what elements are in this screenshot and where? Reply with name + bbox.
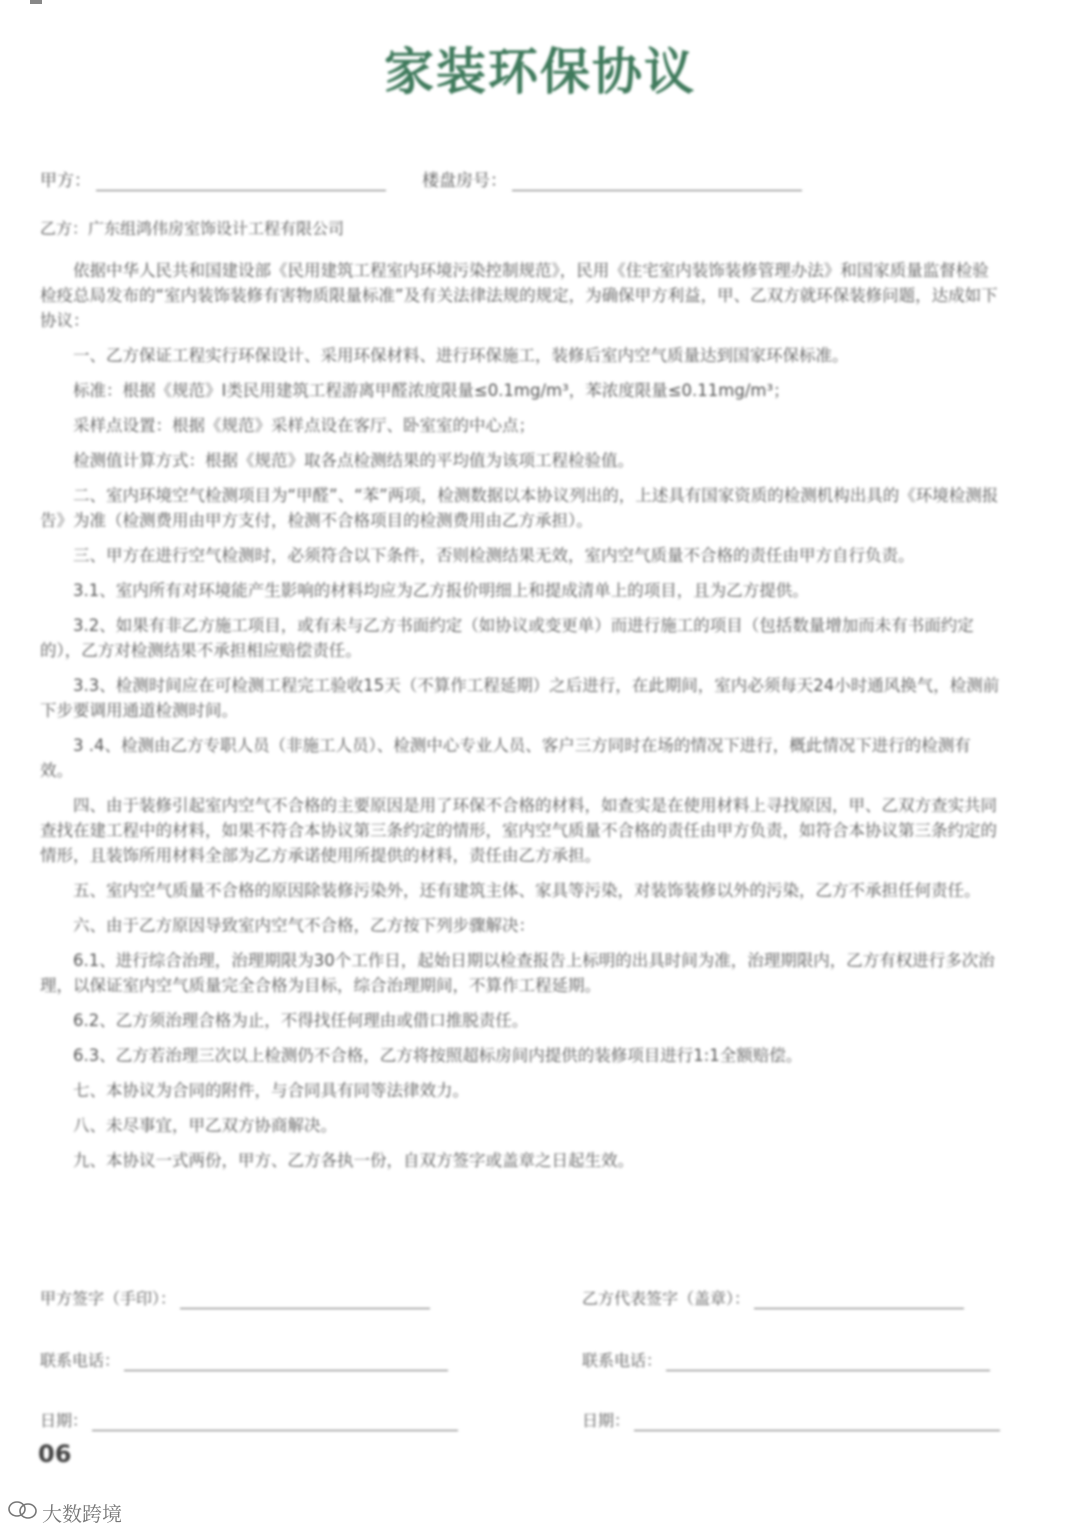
paragraph-3-4: 3 .4、检测由乙方专职人员（非施工人员）、检测中心专业人员、客户三方同时在场的情况下进行，概此情况下进行的检测有效。 [40, 736, 971, 780]
paragraph-3-1: 3.1、室内所有对环境能产生影响的材料均应为乙方报价明细上和提成清单上的项目，且为乙方提供。 [73, 581, 809, 600]
paragraph-6: 六、由于乙方原因导致室内空气不合格，乙方按下列步骤解决： [73, 916, 535, 935]
party-b-signature-blank[interactable] [754, 1292, 964, 1309]
paragraph-1-calculation: 检测值计算方式：根据《规范》取各点检测结果的平均值为该项工程检验值。 [73, 451, 634, 470]
paragraph-6-3: 6.3、乙方若治理三次以上检测仍不合格，乙方将按照超标房间内提供的装修项目进行1:1全额赔偿。 [73, 1046, 803, 1065]
party-b-date-label: 日期： [582, 1411, 631, 1430]
paragraph-2: 二、室内环境空气检测项目为“甲醛”、“苯”两项，检测数据以本协议列出的，上述具有国家资质的检测机构出具的《环境检测报告》为准（检测费用由甲方支付，检测不合格项目的检测费用由乙方承担）。 [40, 486, 999, 530]
paragraph-1-standard: 标准：根据《规范》I类民用建筑工程游离甲醛浓度限量≤0.1mg/m³，苯浓度限量≤0.11mg/m³； [73, 381, 790, 400]
paragraph-6-2: 6.2、乙方须治理合格为止，不得找任何理由或借口推脱责任。 [73, 1011, 529, 1030]
party-a-field [40, 166, 386, 191]
room-number-blank[interactable] [512, 172, 802, 191]
party-a-signature-blank[interactable] [180, 1292, 430, 1309]
paragraph-4: 四、由于装修引起室内空气不合格的主要原因是用了环保不合格的材料，如查实是在使用材料上寻找原因，甲、乙双方查实共同查找在建工程中的材料，如果不符合本协议第三条约定的情形，室内空气质量不合格的责任由甲方负责，如符合本协议第三条约定的情形，且装饰所用材料全部为乙方承诺使用所提供的材料，责任由乙方承担。 [40, 796, 997, 865]
party-a-blank[interactable] [96, 172, 386, 191]
paragraph-1-sampling: 采样点设置：根据《规范》采样点设在客厅、卧室室的中心点； [73, 416, 535, 435]
agreement-body [40, 258, 1000, 1183]
party-a-date-field [40, 1408, 458, 1431]
party-a-signature-field [40, 1286, 430, 1309]
party-b-signature-label: 乙方代表签字（盖章）： [582, 1289, 751, 1308]
party-a-phone-field [40, 1348, 448, 1371]
document-title: 家装环保协议 [384, 43, 696, 101]
room-number-field [422, 166, 802, 191]
chat-bubble-icon [8, 1500, 38, 1525]
room-number-label: 楼盘房号： [422, 171, 507, 191]
paragraph-3-3: 3.3、检测时间应在可检测工程完工验收15天（不算作工程延期）之后进行，在此期间，室内必须每天24小时通风换气，检测前下步要调用通道检测时间。 [40, 676, 1000, 720]
party-b-phone-blank[interactable] [666, 1354, 990, 1371]
paragraph-3: 三、甲方在进行空气检测时，必须符合以下条件，否则检测结果无效，室内空气质量不合格的责任由甲方自行负责。 [73, 546, 915, 565]
party-b-date-field [582, 1408, 1000, 1431]
paragraph-5: 五、室内空气质量不合格的原因除装修污染外，还有建筑主体、家具等污染，对装饰装修以外的污染，乙方不承担任何责任。 [73, 881, 981, 900]
paragraph-6-1: 6.1、进行综合治理，治理期限为30个工作日，起始日期以检查报告上标明的出具时间为准，治理期限内，乙方有权进行多次治理，以保证室内空气质量完全合格为目标，综合治理期间，不算作工程延期。 [40, 951, 995, 995]
paragraph-7: 七、本协议为合同的附件，与合同具有同等法律效力。 [73, 1081, 469, 1100]
party-b-phone-field [582, 1348, 990, 1371]
party-a-signature-label: 甲方签字（手印）： [40, 1289, 177, 1308]
party-b-signature-field [582, 1286, 964, 1309]
party-a-date-blank[interactable] [92, 1414, 458, 1431]
watermark [8, 1498, 122, 1527]
party-b-line: 乙方：广东组鸿伟房室饰设计工程有限公司 [40, 219, 345, 238]
party-a-phone-label: 联系电话： [40, 1351, 121, 1370]
party-a-date-label: 日期： [40, 1411, 89, 1430]
page-number: 06 [38, 1440, 72, 1468]
paragraph-intro: 依据中华人民共和国建设部《民用建筑工程室内环境污染控制规范》，民用《住宅室内装饰装修管理办法》和国家质量监督检验检疫总局发布的“室内装饰装修有害物质限量标准”及有关法律法规的规定，为确保甲方利益，甲、乙双方就环保装修问题，达成如下协议： [40, 261, 998, 330]
paragraph-3-2: 3.2、如果有非乙方施工项目，或有未与乙方书面约定（如协议或变更单）而进行施工的项目（包括数量增加而未有书面约定的），乙方对检测结果不承担相应赔偿责任。 [40, 616, 974, 660]
party-b-phone-label: 联系电话： [582, 1351, 663, 1370]
party-a-phone-blank[interactable] [124, 1354, 448, 1371]
watermark-text: 大数跨境 [42, 1502, 122, 1526]
paragraph-1: 一、乙方保证工程实行环保设计、采用环保材料、进行环保施工，装修后室内空气质量达到国家环保标准。 [73, 346, 849, 365]
paragraph-9: 九、本协议一式两份，甲方、乙方各执一份，自双方签字或盖章之日起生效。 [73, 1151, 634, 1170]
paragraph-8: 八、未尽事宜，甲乙双方协商解决。 [73, 1116, 337, 1135]
party-b-date-blank[interactable] [634, 1414, 1000, 1431]
party-a-label: 甲方： [40, 171, 91, 191]
